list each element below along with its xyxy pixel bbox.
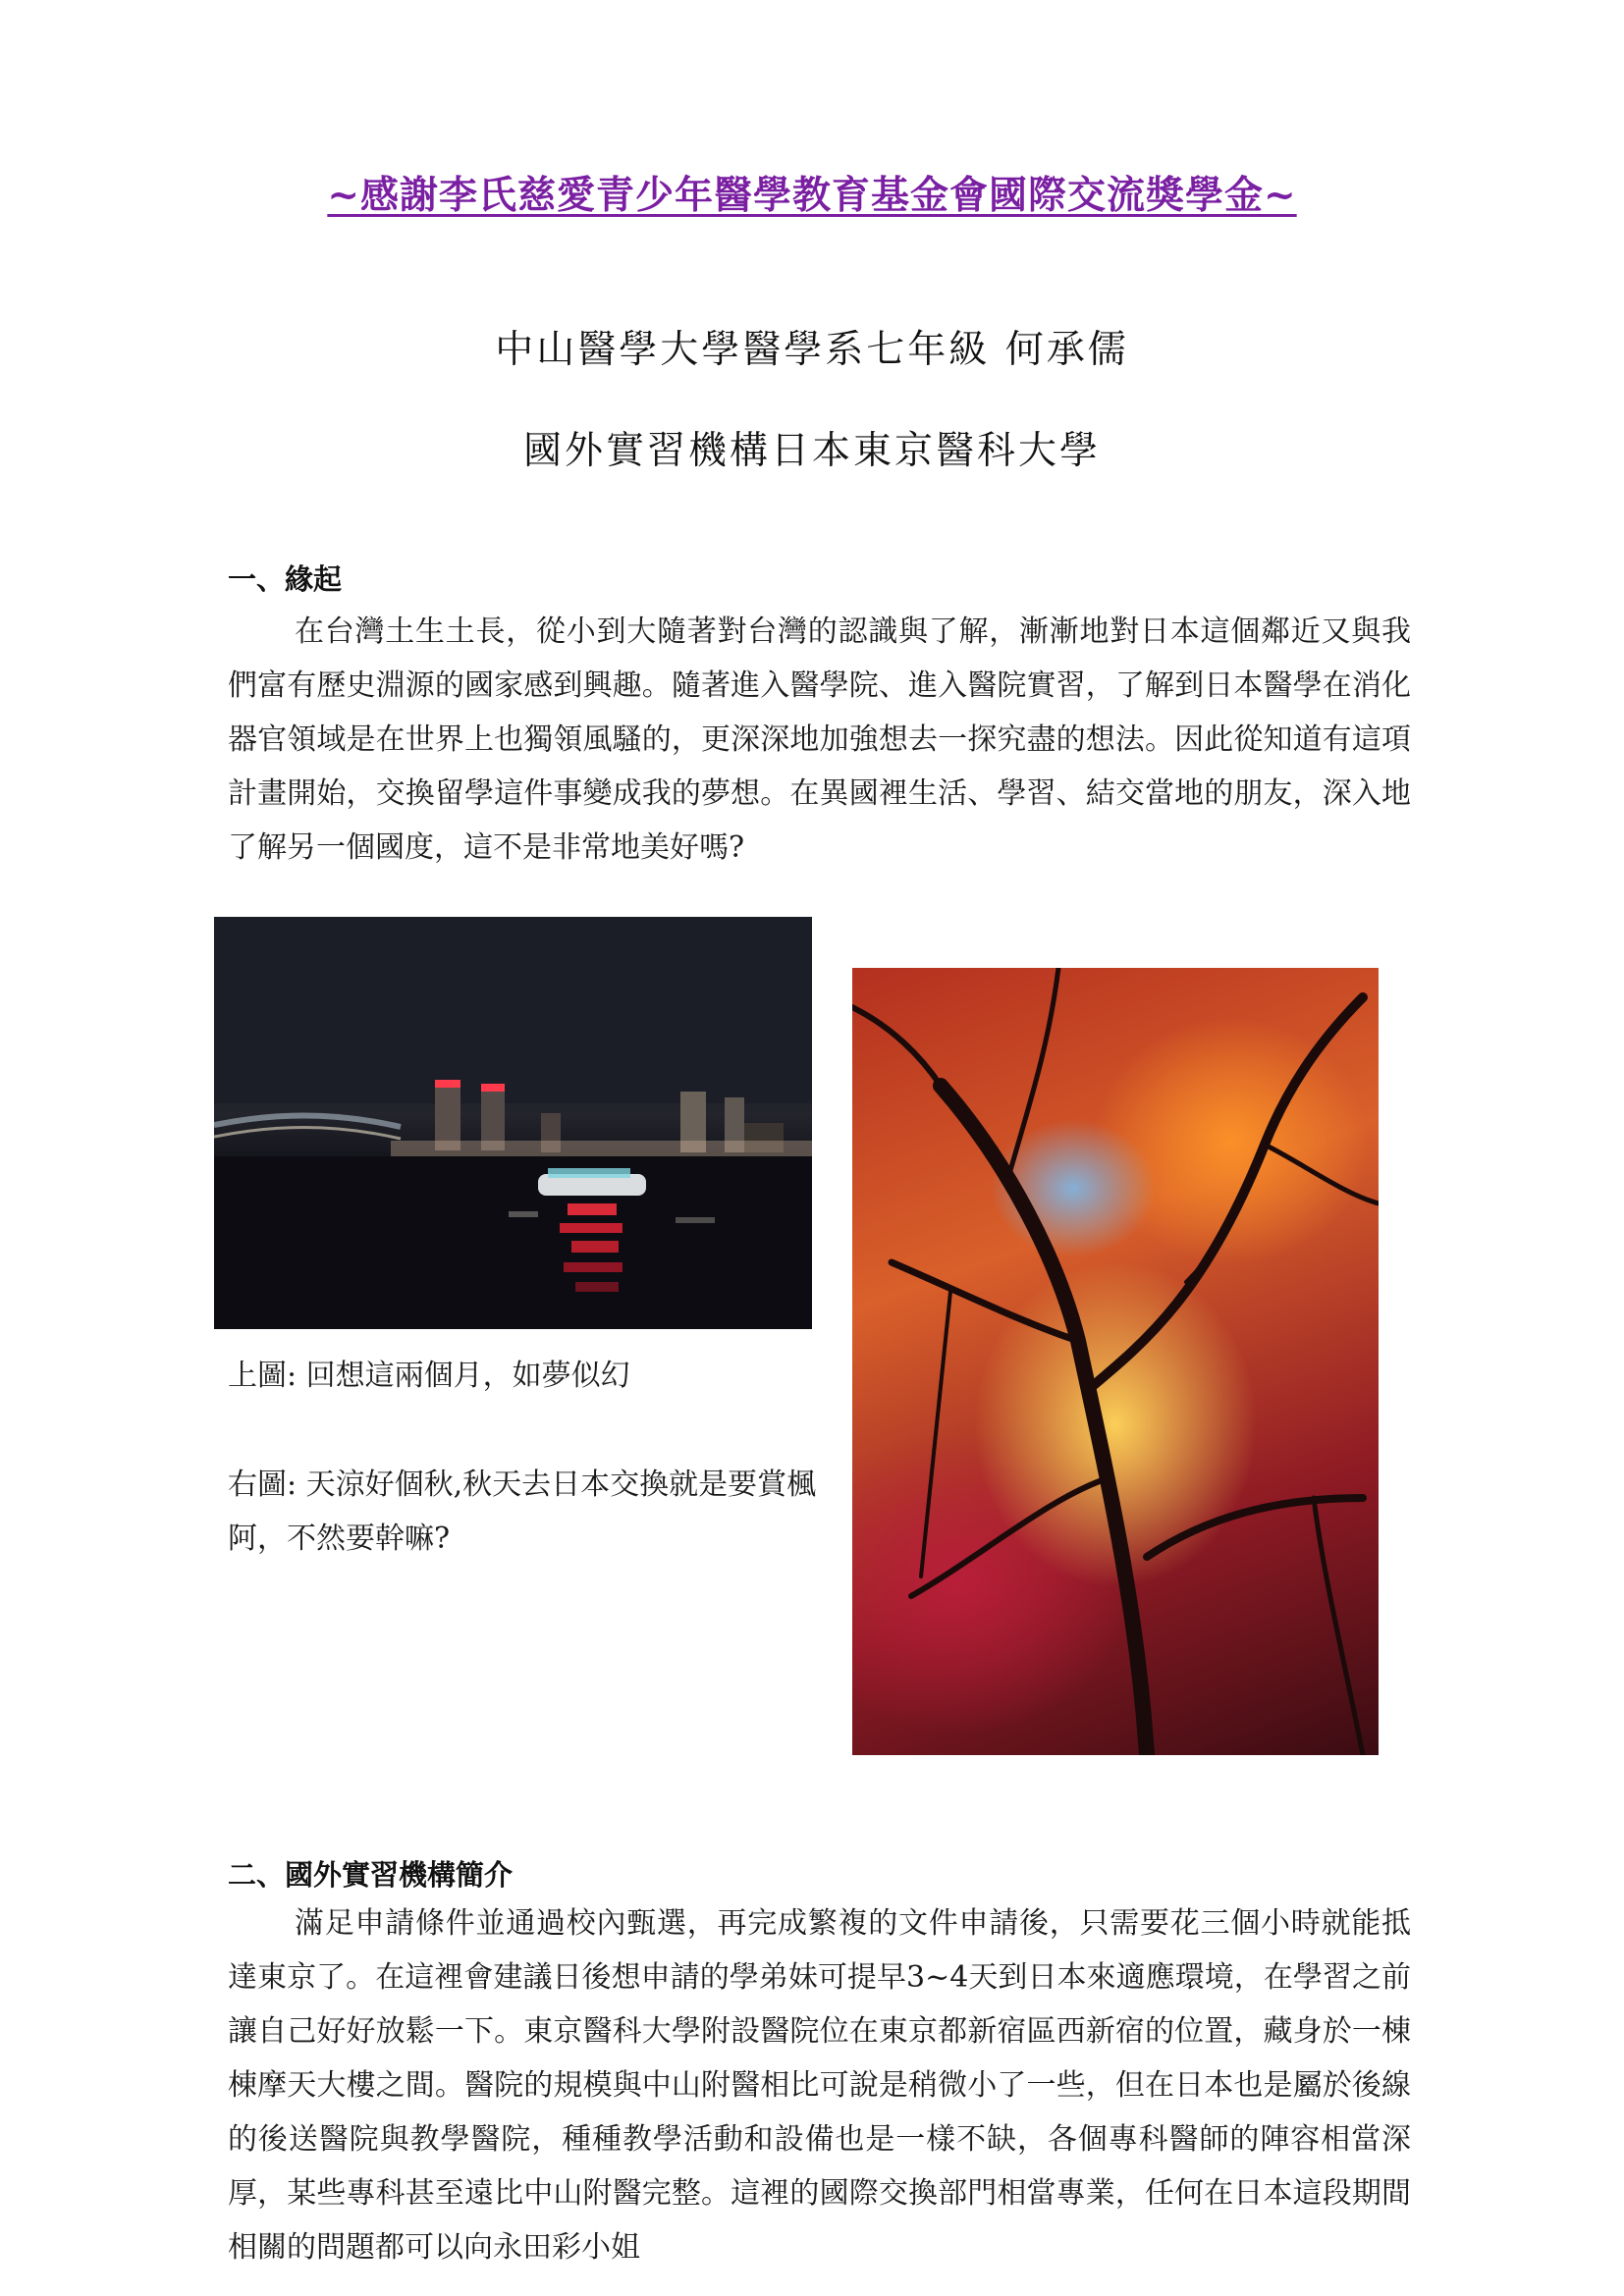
section-paragraph-institution: 滿足申請條件並通過校內甄選，再完成繁複的文件申請後，只需要花三個小時就能抵達東京了。在這裡會建議日後想申請的學弟妹可提早3~4天到日本來適應環境，在學習之前讓自己好好放鬆一下。東京醫科大學附設醫院位在東京都新宿區西新宿的位置，藏身於一棟棟摩天大樓之間。醫院的規模與中山附醫相比可說是稍微小了一些，但在日本也是屬於後線的後送醫院與教學醫院，種種教學活動和設備也是一樣不缺，各個專科醫師的陣容相當深厚，某些專科甚至遠比中山附醫完整。這裡的國際交換部門相當專業，任何在日本這段期間相關的問題都可以向永田彩小姐 [228,1906,1411,2265]
autumn-maple-tree-photo [852,968,1379,1755]
caption-right-photo: 右圖: 天涼好個秋,秋天去日本交換就是要賞楓阿，不然要幹嘛? [228,1468,817,1556]
caption-top-photo: 上圖: 回想這兩個月，如夢似幻 [228,1359,630,1393]
author-line: 中山醫學大學醫學系七年級 何承儒 [495,328,1129,372]
institution-line: 國外實習機構日本東京醫科大學 [522,429,1101,473]
scholarship-banner: ~感謝李氏慈愛青少年醫學教育基金會國際交流獎學金~ [327,173,1297,218]
section-heading-origin: 一、緣起 [228,562,343,596]
night-river-skyline-photo [214,917,812,1329]
section-heading-institution: 二、國外實習機構簡介 [228,1858,514,1892]
section-paragraph-origin: 在台灣土生土長，從小到大隨著對台灣的認識與了解，漸漸地對日本這個鄰近又與我們富有歷史淵源的國家感到興趣。隨著進入醫學院、進入醫院實習，了解到日本醫學在消化器官領域是在世界上也獨領風騷的，更深深地加強想去一探究盡的想法。因此從知道有這項計畫開始，交換留學這件事變成我的夢想。在異國裡生活、學習、結交當地的朋友，深入地了解另一個國度，這不是非常地美好嗎? [228,614,1411,865]
